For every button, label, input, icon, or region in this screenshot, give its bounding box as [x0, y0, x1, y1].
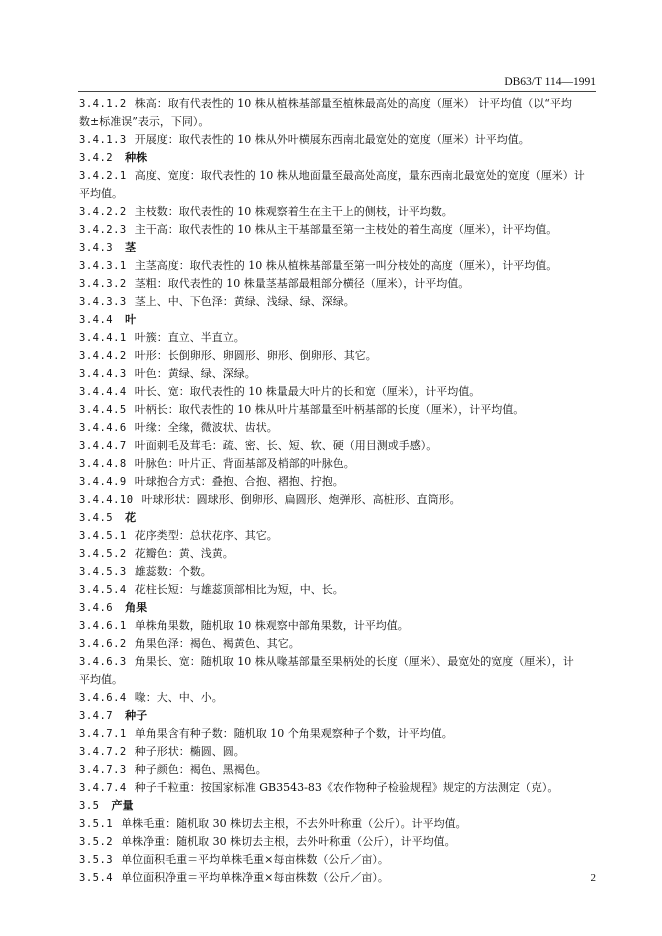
clause-line: [79, 743, 596, 761]
clause-text: 单位面积毛重＝平均单株毛重×每亩株数（公斤／亩）。: [121, 853, 389, 866]
clause-text: 雄蕊数：个数。: [134, 565, 212, 578]
clause-number: 3.4.5.4: [79, 584, 127, 596]
clause-text: 茎上、中、下色泽：黄绿、浅绿、绿、深绿。: [134, 295, 355, 308]
clause-line: [79, 869, 596, 887]
clause-line: [79, 131, 596, 149]
clause-text: 单株角果数，随机取 10 株观察中部角果数，计平均值。: [134, 619, 409, 632]
clause-number: 3.4.4.9: [79, 476, 127, 488]
clause-number: 3.4.7: [79, 710, 114, 722]
clause-line: [79, 635, 596, 653]
clause-text: 花瓣色：黄、浅黄。: [134, 547, 234, 560]
clause-number: 3.4.5: [79, 512, 114, 524]
section-heading: [79, 509, 596, 527]
clause-number: 3.4.4.6: [79, 422, 127, 434]
section-title: 角果: [125, 601, 148, 614]
clause-line: [79, 617, 596, 635]
clause-line: [79, 833, 596, 851]
clause-number: 3.4.6.2: [79, 638, 127, 650]
clause-text: 叶球抱合方式：叠抱、合抱、褶抱、拧抱。: [134, 475, 344, 488]
section-title: 茎: [125, 241, 137, 254]
clause-number: 3.4.4.5: [79, 404, 127, 416]
clause-number: 3.4.3.2: [79, 278, 127, 290]
clause-line: [79, 563, 596, 581]
clause-line: [79, 455, 596, 473]
clause-number: 3.4.3.1: [79, 260, 127, 272]
clause-number: 3.5.2: [79, 836, 114, 848]
clause-text: 种子形状：椭圆、圆。: [134, 745, 245, 758]
clause-text: 种子千粒重：按国家标准 GB3543-83《农作物种子检验规程》规定的方法测定（克）。: [134, 781, 559, 794]
clause-text: 叶脉色：叶片正、背面基部及梢部的叶脉色。: [134, 457, 355, 470]
clause-continuation: 平均值。: [79, 187, 123, 200]
section-heading: [79, 239, 596, 257]
clause-line: [79, 491, 596, 509]
clause-line: [79, 761, 596, 779]
clause-text: 叶形：长倒卵形、卵圆形、卵形、倒卵形、其它。: [134, 349, 377, 362]
clause-line: [79, 275, 596, 293]
clause-number: 3.5.3: [79, 854, 114, 866]
section-title: 花: [125, 511, 137, 524]
clause-number: 3.5.4: [79, 872, 114, 884]
clause-line: [79, 815, 596, 833]
clause-text: 叶缘：全缘，微波状、齿状。: [134, 421, 278, 434]
clause-line: [79, 419, 596, 437]
clause-line: [79, 257, 596, 275]
clause-text: 单角果含有种子数：随机取 10 个角果观察种子个数，计平均值。: [134, 727, 453, 740]
clause-line: [79, 365, 596, 383]
clause-text: 主干高：取代表性的 10 株从主干基部量至第一主枝处的着生高度（厘米），计平均值。: [134, 223, 558, 236]
clause-number: 3.4.3.3: [79, 296, 127, 308]
clause-line: [79, 779, 596, 797]
clause-text: 高度、宽度：取代表性的 10 株从地面量至最高处高度，量东西南北最宽处的宽度（厘米）计: [134, 169, 585, 182]
clause-number: 3.4.2.2: [79, 206, 127, 218]
clause-number: 3.4.4.4: [79, 386, 127, 398]
clause-text: 种子颜色：褐色、黑褐色。: [134, 763, 267, 776]
clause-number: 3.4.4.1: [79, 332, 127, 344]
clause-text: 株高：取有代表性的 10 株从植株基部量至植株最高处的高度（厘米） 计平均值（以“平均: [134, 97, 572, 110]
clause-text: 叶长、宽：取代表性的 10 株量最大叶片的长和宽（厘米），计平均值。: [134, 385, 481, 398]
clause-text: 花柱长短：与雄蕊顶部相比为短，中、长。: [134, 583, 344, 596]
clause-text: 角果色泽：褐色、褐黄色、其它。: [134, 637, 300, 650]
clause-line: [79, 851, 596, 869]
clause-line: [79, 347, 596, 365]
clause-text: 叶簇：直立、半直立。: [134, 331, 245, 344]
clause-number: 3.4.6.4: [79, 692, 127, 704]
section-heading: [79, 599, 596, 617]
clause-continuation: 平均值。: [79, 673, 123, 686]
section-heading: [79, 797, 596, 815]
clause-number: 3.4.5.3: [79, 566, 127, 578]
section-heading: [79, 149, 596, 167]
clause-continuation: 数±标准误”表示，下同）。: [79, 115, 210, 128]
clause-line: [79, 203, 596, 221]
clause-number: 3.4.5.2: [79, 548, 127, 560]
document-body: [79, 95, 596, 887]
clause-number: 3.4.4.8: [79, 458, 127, 470]
clause-number: 3.4.1.2: [79, 98, 127, 110]
clause-number: 3.4.6: [79, 602, 114, 614]
clause-text: 主枝数：取代表性的 10 株观察着生在主干上的侧枝，计平均数。: [134, 205, 453, 218]
section-title: 种子: [125, 709, 148, 722]
clause-line: [79, 653, 596, 671]
clause-line: [79, 167, 596, 185]
clause-number: 3.4.4: [79, 314, 114, 326]
clause-text: 角果长、宽：随机取 10 株从喙基部量至果柄处的长度（厘米）、最宽处的宽度（厘米），计: [134, 655, 574, 668]
clause-line: [79, 725, 596, 743]
clause-line: [79, 437, 596, 455]
clause-number: 3.4.1.3: [79, 134, 127, 146]
clause-number: 3.5: [79, 800, 100, 812]
clause-text: 单株毛重：随机取 30 株切去主根，不去外叶称重（公斤）。计平均值。: [121, 817, 467, 830]
clause-number: 3.4.4.10: [79, 494, 134, 506]
clause-number: 3.4.2.3: [79, 224, 127, 236]
clause-text: 单株净重：随机取 30 株切去主根，去外叶称重（公斤），计平均值。: [121, 835, 456, 848]
clause-number: 3.4.2.1: [79, 170, 127, 182]
clause-text: 茎粗：取代表性的 10 株量茎基部最粗部分横径（厘米），计平均值。: [134, 277, 470, 290]
clause-number: 3.4.3: [79, 242, 114, 254]
clause-line: [79, 383, 596, 401]
clause-number: 3.4.7.1: [79, 728, 127, 740]
clause-text: 叶面刺毛及茸毛：疏、密、长、短、软、硬（用目测或手感）。: [134, 439, 438, 452]
clause-number: 3.4.7.3: [79, 764, 127, 776]
section-heading: [79, 311, 596, 329]
clause-line: [79, 545, 596, 563]
header-rule: [78, 91, 596, 92]
clause-number: 3.4.7.2: [79, 746, 127, 758]
clause-number: 3.5.1: [79, 818, 114, 830]
clause-number: 3.4.4.2: [79, 350, 127, 362]
clause-text: 叶球形状：圆球形、倒卵形、扁圆形、炮弹形、高桩形、直筒形。: [141, 493, 461, 506]
section-title: 种株: [125, 151, 148, 164]
clause-line: [79, 581, 596, 599]
page-number: 2: [590, 872, 596, 884]
section-title: 产量: [111, 799, 134, 812]
section-title: 叶: [125, 313, 137, 326]
clause-line: [79, 95, 596, 113]
clause-line: [79, 329, 596, 347]
clause-number: 3.4.7.4: [79, 782, 127, 794]
clause-text: 花序类型：总状花序、其它。: [134, 529, 278, 542]
clause-line: [79, 473, 596, 491]
clause-text: 单位面积净重＝平均单株净重×每亩株数（公斤／亩）。: [121, 871, 389, 884]
clause-line: [79, 527, 596, 545]
clause-number: 3.4.6.1: [79, 620, 127, 632]
clause-text: 开展度：取代表性的 10 株从外叶横展东西南北最宽处的宽度（厘米）计平均值。: [134, 133, 530, 146]
clause-text: 喙：大、中、小。: [134, 691, 223, 704]
clause-text: 叶柄长：取代表性的 10 株从叶片基部量至叶柄基部的长度（厘米），计平均值。: [134, 403, 525, 416]
clause-line: [79, 401, 596, 419]
clause-line: [79, 689, 596, 707]
clause-number: 3.4.2: [79, 152, 114, 164]
clause-number: 3.4.4.7: [79, 440, 127, 452]
clause-text: 叶色：黄绿、绿、深绿。: [134, 367, 256, 380]
section-heading: [79, 707, 596, 725]
clause-number: 3.4.6.3: [79, 656, 127, 668]
clause-line: [79, 293, 596, 311]
clause-number: 3.4.5.1: [79, 530, 127, 542]
clause-number: 3.4.4.3: [79, 368, 127, 380]
clause-line: [79, 221, 596, 239]
document-id: DB63/T 114—1991: [504, 76, 596, 88]
clause-text: 主茎高度：取代表性的 10 株从植株基部量至第一叫分枝处的高度（厘米），计平均值。: [134, 259, 558, 272]
